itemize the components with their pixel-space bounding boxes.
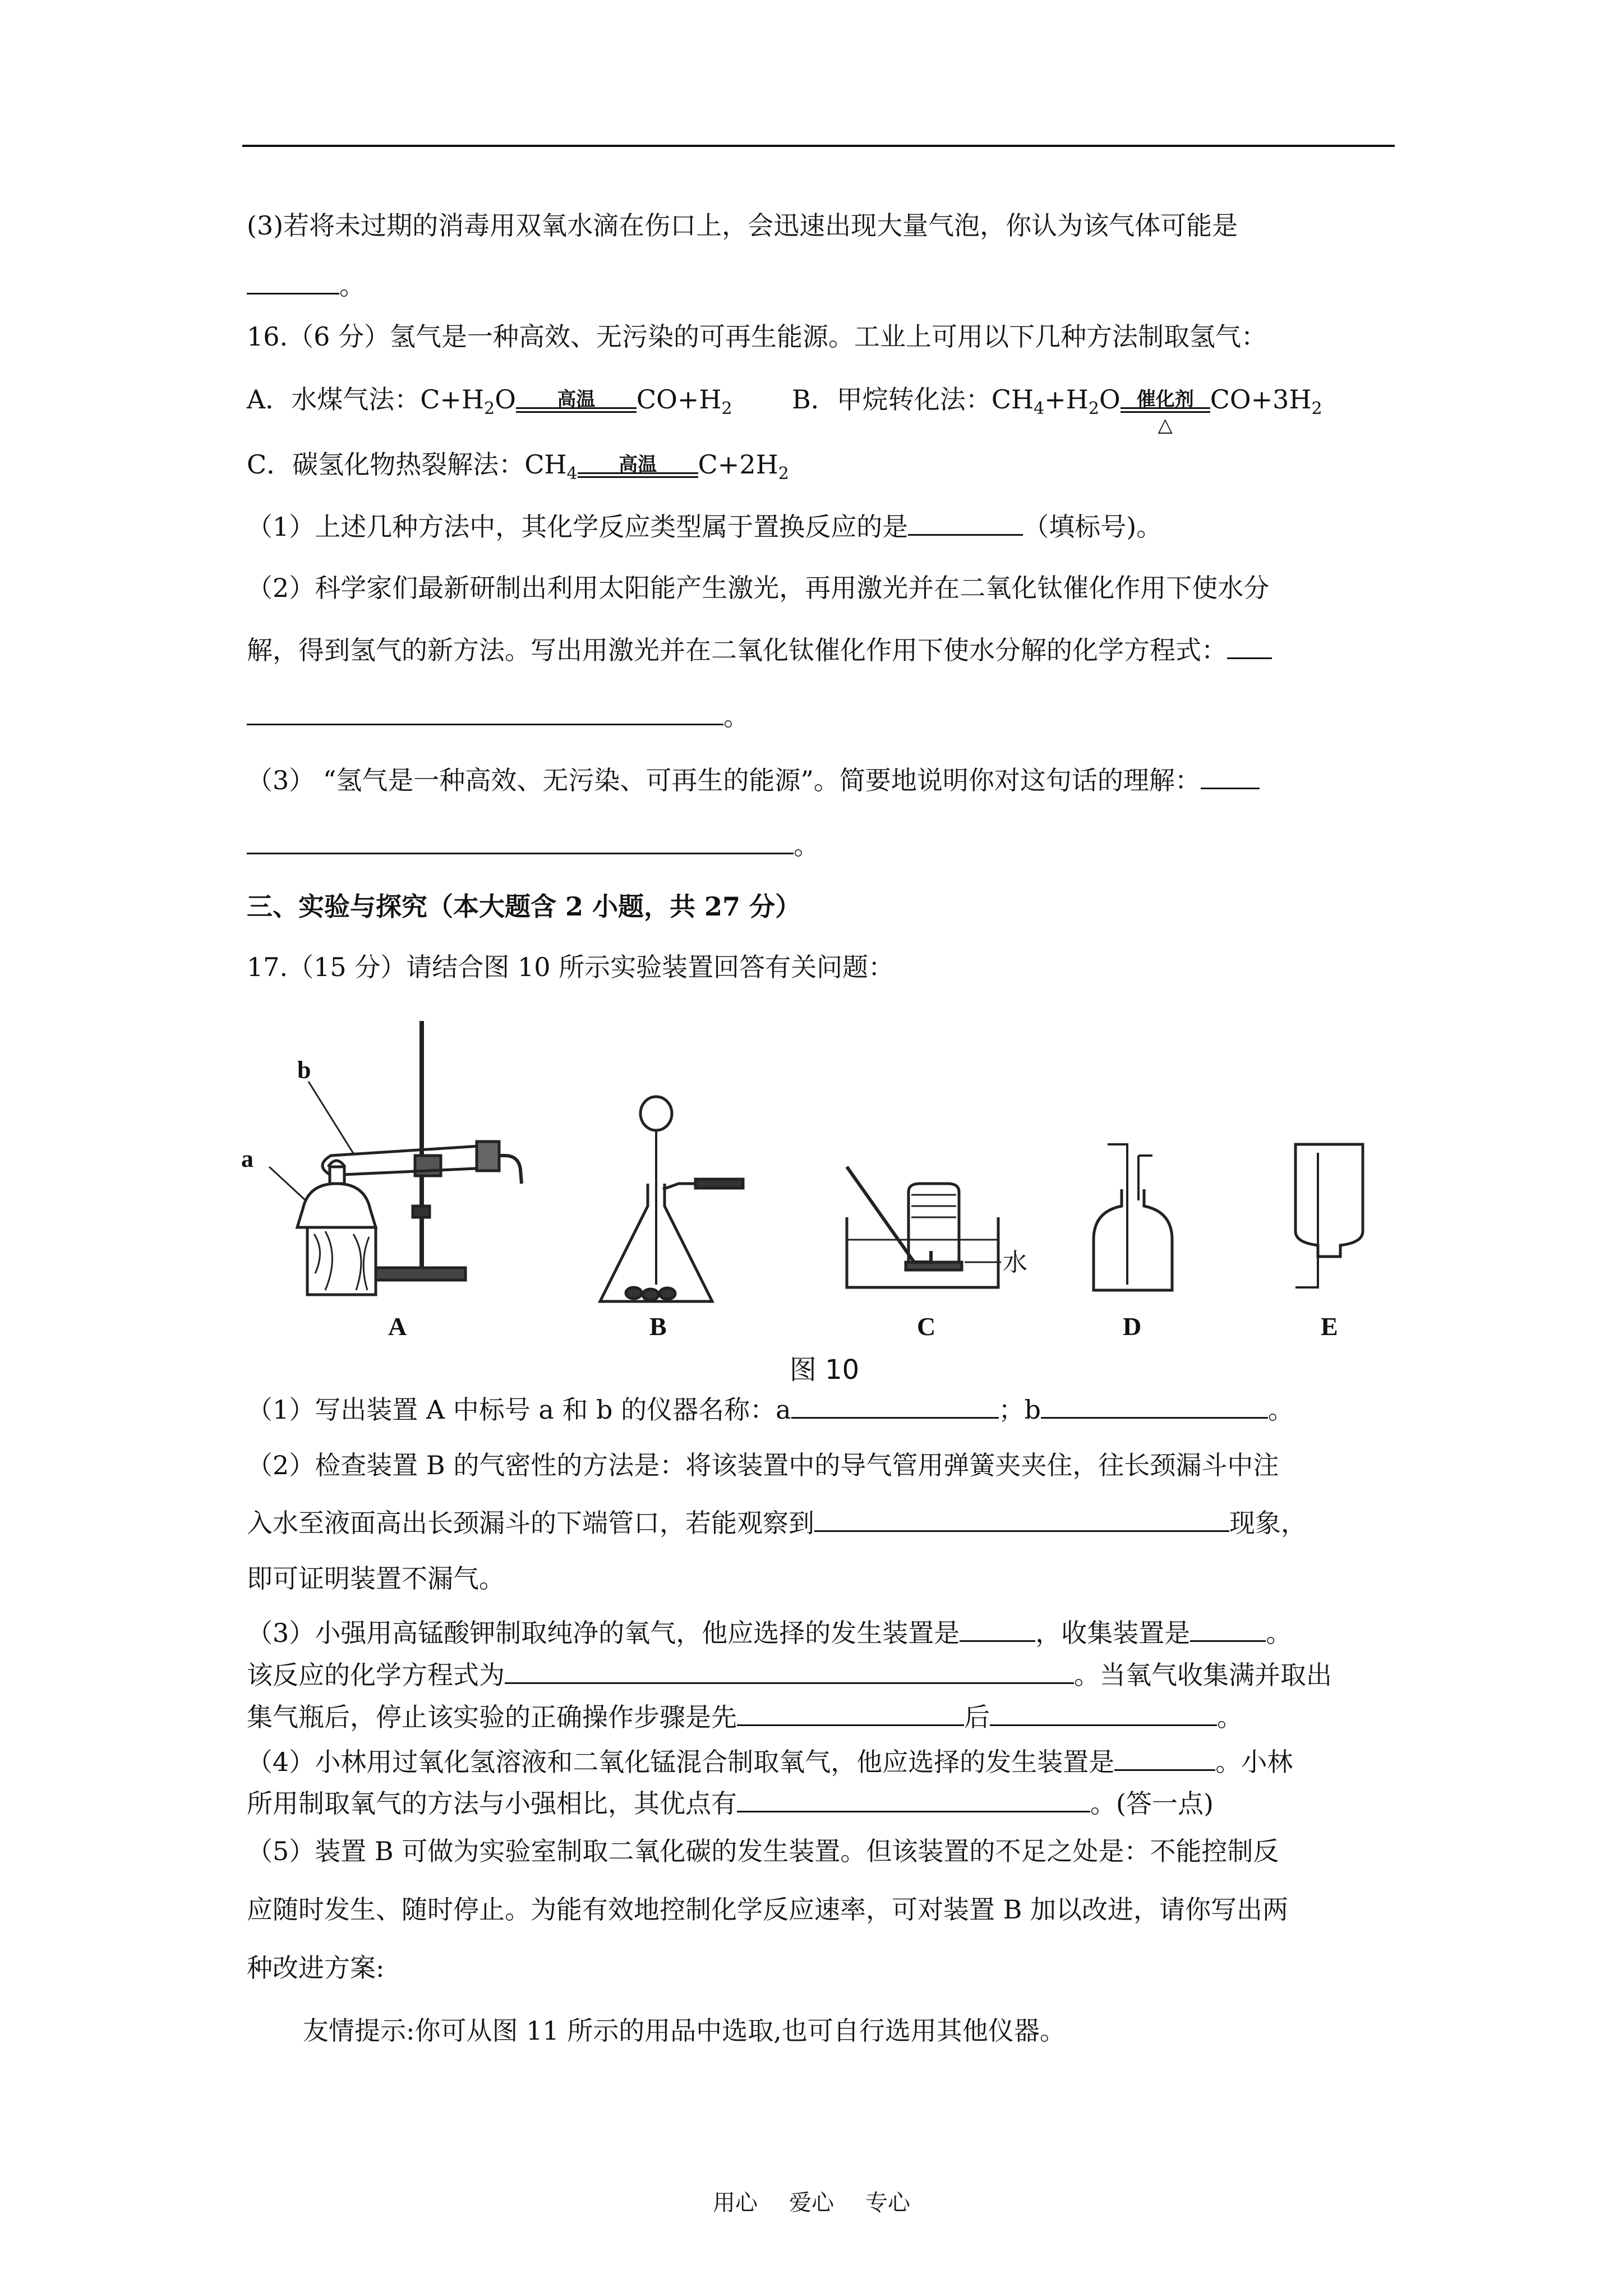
q17-part2-line1: （2）检查装置 B 的气密性的方法是：将该装置中的导气管用弹簧夹夹住，往长颈漏斗中注 — [247, 1450, 1279, 1480]
answer-blank[interactable] — [1190, 1616, 1266, 1642]
label-b: b — [297, 1056, 311, 1084]
method-b-label: B．甲烷转化法： — [792, 384, 992, 415]
reaction-condition-high-temp-c: 高温 — [578, 451, 698, 482]
answer-blank[interactable] — [1114, 1745, 1215, 1771]
inverted-bottle — [1295, 1144, 1363, 1257]
label-a-pointer — [269, 1167, 306, 1200]
water-trough — [847, 1217, 998, 1287]
method-c-label: C．碳氢化物热裂解法： — [247, 449, 525, 480]
answer-blank[interactable] — [960, 1616, 1035, 1642]
label-D: D — [1123, 1312, 1142, 1341]
answer-blank[interactable] — [1227, 633, 1272, 659]
gas-collecting-bottle — [1094, 1189, 1172, 1290]
footer-text-3: 专心 — [865, 2190, 910, 2216]
clamp — [413, 1206, 430, 1217]
q16-part1: （1）上述几种方法中，其化学反应类型属于置换反应的是 （填标号)。 — [247, 509, 1162, 544]
answer-blank[interactable] — [247, 268, 339, 295]
reaction-condition-catalyst: 催化剂 △ — [1121, 386, 1210, 417]
answer-blank[interactable] — [247, 828, 794, 854]
label-a: a — [241, 1145, 253, 1172]
e-tube — [1295, 1153, 1318, 1287]
iron-stand-base — [376, 1268, 465, 1280]
d-long-tube — [1108, 1144, 1127, 1285]
section-3-heading: 三、实验与探究（本大题含 2 小题，共 27 分） — [247, 891, 801, 922]
answer-blank[interactable] — [737, 1700, 964, 1726]
answer-blank[interactable] — [505, 1658, 1074, 1684]
rubber-tube — [695, 1179, 743, 1188]
q17-part3-line2: 该反应的化学方程式为 。当氧气收集满并取出 — [247, 1658, 1332, 1692]
label-C: C — [917, 1312, 936, 1341]
apparatus-c — [847, 1167, 1027, 1341]
test-tube — [322, 1145, 488, 1175]
q17-part2-line2: 入水至液面高出长颈漏斗的下端管口，若能观察到 现象， — [247, 1506, 1307, 1540]
alcohol-lamp — [297, 1184, 376, 1227]
stopper — [477, 1142, 499, 1171]
apparatus-b — [600, 1097, 743, 1341]
solid-1 — [626, 1287, 642, 1299]
q16-part3-line2: 。 — [247, 828, 819, 862]
q17-part5-line2: 应随时发生、随时停止。为能有效地控制化学反应速率，可对装置 B 加以改进，请你写出两 — [247, 1894, 1289, 1925]
apparatus-e — [1295, 1144, 1363, 1341]
q16-method-b: B．甲烷转化法：$CH_4+H_2O$ 催化剂 △ $CO+3H_2$ — [792, 384, 1322, 436]
q17-part1: （1）写出装置 A 中标号 a 和 b 的仪器名称：a ；b 。 — [247, 1392, 1294, 1427]
label-A: A — [388, 1312, 407, 1341]
footer-text-2: 爱心 — [789, 2190, 834, 2216]
lamp-wick — [330, 1167, 344, 1184]
funnel-bulb — [640, 1097, 672, 1130]
answer-blank-a[interactable] — [791, 1392, 999, 1419]
answer-blank-b[interactable] — [1041, 1392, 1268, 1419]
apparatus-a — [241, 1021, 522, 1341]
answer-blank[interactable] — [1201, 763, 1260, 789]
delivery-tube — [499, 1156, 522, 1184]
solid-2 — [643, 1289, 658, 1300]
q17-part5-line3: 种改进方案: — [247, 1953, 385, 1983]
q16-methods-a-b: A．水煤气法：$C+H_2O$ 高温 $CO+H_2$ — [247, 384, 732, 419]
q17-part3-line1: （3）小强用高锰酸钾制取纯净的氧气，他应选择的发生装置是 ，收集装置是 。 — [247, 1616, 1292, 1650]
label-B: B — [649, 1312, 667, 1341]
q16-heading: 16.（6 分）氢气是一种高效、无污染的可再生能源。工业上可用以下几种方法制取氢气： — [247, 321, 1267, 352]
q17-part4-line1: （4）小林用过氧化氢溶液和二氧化锰混合制取氧气，他应选择的发生装置是 。小林 — [247, 1745, 1293, 1779]
apparatus-d — [1094, 1144, 1172, 1341]
q16-method-c: C．碳氢化物热裂解法：$CH_4$ 高温 $C+2H_2$ — [247, 449, 789, 484]
answer-blank[interactable] — [908, 509, 1023, 536]
answer-blank[interactable] — [247, 699, 723, 725]
q17-part4-line2: 所用制取氧气的方法与小强相比，其优点有 。(答一点) — [247, 1786, 1214, 1820]
answer-blank[interactable] — [990, 1700, 1217, 1726]
header-rule — [242, 145, 1395, 147]
q16-part2-line2: 解，得到氢气的新方法。写出用激光并在二氧化钛催化作用下使水分解的化学方程式： — [247, 633, 1272, 667]
reaction-condition-high-temp: 高温 — [516, 386, 637, 417]
label-b-pointer — [308, 1082, 353, 1153]
q17-hint: 友情提示:你可从图 11 所示的用品中选取,也可自行选用其他仪器。 — [303, 2016, 1066, 2046]
figure-caption: 图 10 — [789, 1354, 860, 1386]
method-a-label: A．水煤气法： — [247, 384, 421, 415]
c-delivery-tube — [847, 1167, 931, 1262]
q15-part3-text: (3)若将未过期的消毒用双氧水滴在伤口上，会迅速出现大量气泡，你认为该气体可能是 — [247, 210, 1238, 241]
clamp-holder — [415, 1156, 441, 1176]
q17-part5-line1: （5）装置 B 可做为实验室制取二氧化碳的发生装置。但该装置的不足之处是：不能控制反 — [247, 1836, 1279, 1866]
q16-part2-line3: 。 — [247, 699, 749, 733]
answer-blank[interactable] — [737, 1786, 1090, 1812]
footer-text-1: 用心 — [713, 2190, 758, 2216]
q17-part3-line3: 集气瓶后，停止该实验的正确操作步骤是先 后 。 — [247, 1700, 1243, 1734]
q16-part2-line1: （2）科学家们最新研制出利用太阳能产生激光，再用激光并在二氧化钛催化作用下使水分 — [247, 573, 1270, 603]
q16-part3-line1: （3） “氢气是一种高效、无污染、可再生的能源”。简要地说明你对这句话的理解： — [247, 763, 1260, 797]
solid-3 — [660, 1288, 675, 1299]
label-E: E — [1321, 1312, 1338, 1341]
figure-10-apparatus — [241, 1015, 1408, 1442]
answer-blank[interactable] — [814, 1506, 1229, 1532]
q17-part2-line3: 即可证明装置不漏气。 — [247, 1563, 505, 1594]
q15-part3-answer-line: 。 — [247, 268, 365, 302]
q17-heading: 17.（15 分）请结合图 10 所示实验装置回答有关问题： — [247, 952, 895, 982]
label-water: 水 — [1003, 1249, 1027, 1276]
page-footer — [0, 2185, 1623, 2217]
